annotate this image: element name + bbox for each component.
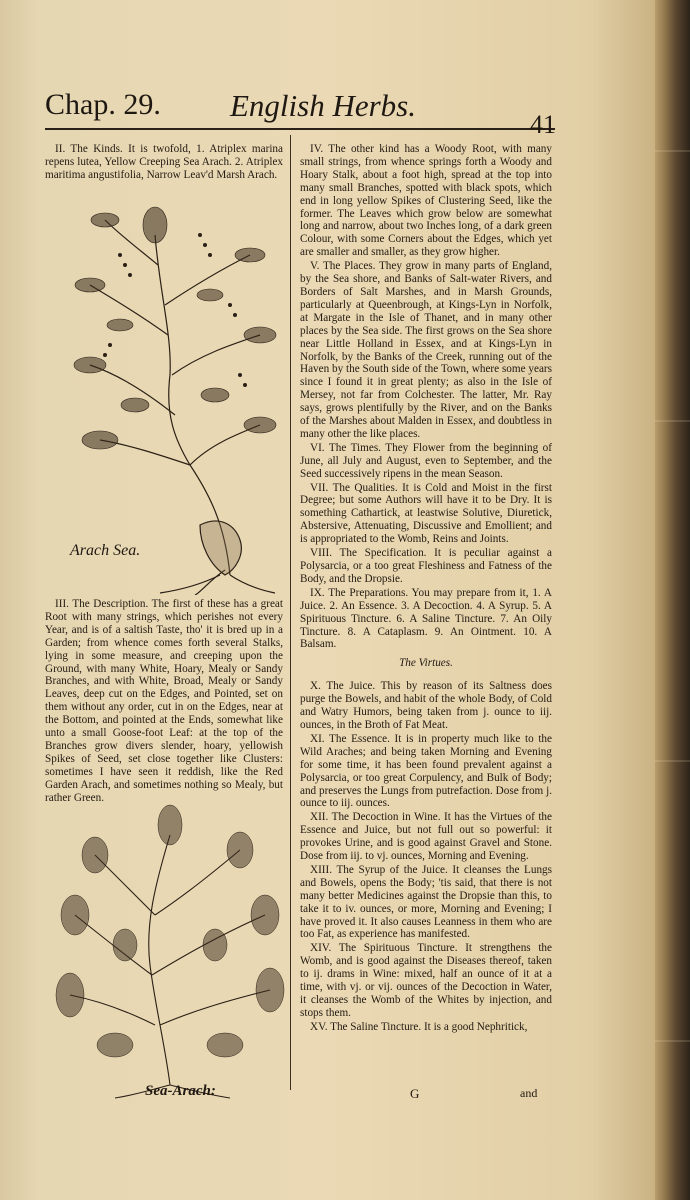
left-column-top	[45, 143, 283, 183]
page-number: 41	[530, 110, 556, 139]
spine-line	[655, 420, 690, 422]
plant-illustration-sea-arach	[55, 795, 285, 1100]
section-places: V. The Places. They grow in many parts of England, by the Sea shore, and Banks of Salt-water Rivers, and Borders of Salt Marshes, and in Marsh Grounds, particularly at Queenbrough, at Kings-Lyn in Norfolk, at Margate in the Isle of Thanet, and in many other places by the Sea side. The first grows on the Sea shore near Little Holland in Essex, and at Kings-Lyn in Norfolk, by the Banks of the Creek, running out of the Haven by the South side of the Town, where some years since I found it in great plenty; as also in the Isle of Mersey, not far from Colchester. The latter, Mr. Ray says, grows plentifully by the River, and on the Banks of the Marshes about Malden in Essex, and doubtless in many other the like places.	[300, 260, 552, 440]
section-spirituous-tincture: XIV. The Spirituous Tincture. It strengthens the Womb, and is good against the Diseases thereof, taken to ij. drams in Wine: mixed, half an ounce of it at a time, with vj. or vij. ounces of the Decoction in Water, it cleanses the Womb of the Whites by injection, and stops them.	[300, 942, 552, 1019]
section-kinds: II. The Kinds. It is twofold, 1. Atriplex marina repens lutea, Yellow Creeping Sea Arach. 2. Atriplex maritima angustifolia, Narrow Leav'd Marsh Arach.	[45, 143, 283, 181]
spine-line	[655, 760, 690, 762]
arach-sea-engraving	[60, 195, 280, 595]
book-spine-edge	[655, 0, 690, 1200]
virtues-heading: The Virtues.	[399, 657, 453, 670]
section-specification: VIII. The Specification. It is peculiar against a Polysarcia, or a too great Fleshiness and Fatness of the Body, and the Dropsie.	[300, 547, 552, 585]
section-preparations: IX. The Preparations. You may prepare from it, 1. A Juice. 2. An Essence. 3. A Decoction. 4. A Syrup. 5. A Spirituous Tincture. 6. A Saline Tincture. 7. An Oily Tincture. 8. A Cataplasm. 9. An Ointment. 10. A Balsam.	[300, 586, 552, 651]
illustration-caption-arach-sea: Arach Sea.	[70, 542, 141, 559]
section-essence: XI. The Essence. It is in property much like to the Wild Araches; and being taken Morning and Evening for some time, it has been found prevalent against a Polysarcia, or too great Corpulency, and Bulk of Body; and preserves the Lungs from putrefaction. Dose from j. ounce to iij. ounces.	[300, 732, 552, 810]
plant-illustration-arach-sea	[60, 195, 280, 595]
left-column-description	[45, 598, 283, 806]
section-description: III. The Description. The first of these has a great Root with many strings, which perishes not every Year, and is of a saltish Taste, tho' it is bred up in a Garden; from whence comes forth several Stalks, lying in some measure, and creeping upon the Ground, with many White, Hoary, Mealy or Sandy Branches, and with White, Broad, Mealy or Sandy Leaves, deep cut on the Edges, and Pointed, set on them without any order, cut in on the Edges, near at the Bottom, and pointed at the Ends, somewhat like unto a small Goose-foot Leaf: at the top of the Branches grow divers slender, hoary, yellowish Spikes of Seed, set close together like Clusters: sometimes I have seen it reddish, like the Red Garden Arach, and sometimes nothing so Mealy, but rather Green.	[45, 598, 283, 804]
section-syrup: XIII. The Syrup of the Juice. It cleanses the Lungs and Bowels, opens the Body; 'tis said, that there is not many better Medicines against the Dropsie than this, to take it to iv. ounces, or more, Morning and Evening; I have proved it. It also causes Leanness in them who are too Fat, as experience has manifested.	[300, 863, 552, 941]
chapter-label: Chap. 29.	[45, 88, 161, 121]
section-qualities: VII. The Qualities. It is Cold and Moist in the first Degree; but some Authors will have it to be Dry. It is something Cathartick, at leastwise Solutive, Diuretick, Abstersive, Attenuating, Discussive and Emollient; and is appropriated to the Womb, Reins and Joints.	[300, 481, 552, 546]
signature-mark: G	[410, 1086, 420, 1101]
section-juice: X. The Juice. This by reason of its Saltness does purge the Bowels, and habit of the whole Body, of Cold and Watry Humors, being taken from j. ounce to iij. ounces, in the Broth of Fat Meat.	[300, 680, 552, 731]
sea-arach-engraving	[55, 795, 285, 1100]
right-column	[300, 143, 552, 1035]
illustration-caption-sea-arach: Sea-Arach:	[145, 1083, 216, 1099]
page-header	[45, 88, 556, 139]
spine-line	[655, 150, 690, 152]
running-title: English Herbs.	[230, 88, 416, 123]
column-rule	[290, 135, 291, 1090]
catchword: and	[520, 1086, 538, 1100]
section-saline-tincture: XV. The Saline Tincture. It is a good Nephritick,	[310, 1020, 528, 1033]
section-times: VI. The Times. They Flower from the beginning of June, all July and August, even to September, and the Seed successively ripens in the mean Season.	[300, 441, 552, 480]
section-other-kind: IV. The other kind has a Woody Root, with many small strings, from whence springs forth a Woody and Hoary Stalk, about a foot high, spread at the top into many small Branches, spotted with black spots, which end in long yellow Spikes of Clustering Seed, like the former. The Leaves which grow below are somewhat long and narrow, about two Inches long, of a dark green Colour, with some Corners about the Edges, which yet are smaller and smaller, as they grow higher.	[300, 143, 552, 259]
spine-line	[655, 1040, 690, 1042]
section-decoction: XII. The Decoction in Wine. It has the Virtues of the Essence and Juice, but not full out so powerful: it provokes Urine, and is good against Gravel and Stone. Dose from iij. to vj. ounces, Morning and Evening.	[300, 811, 552, 863]
